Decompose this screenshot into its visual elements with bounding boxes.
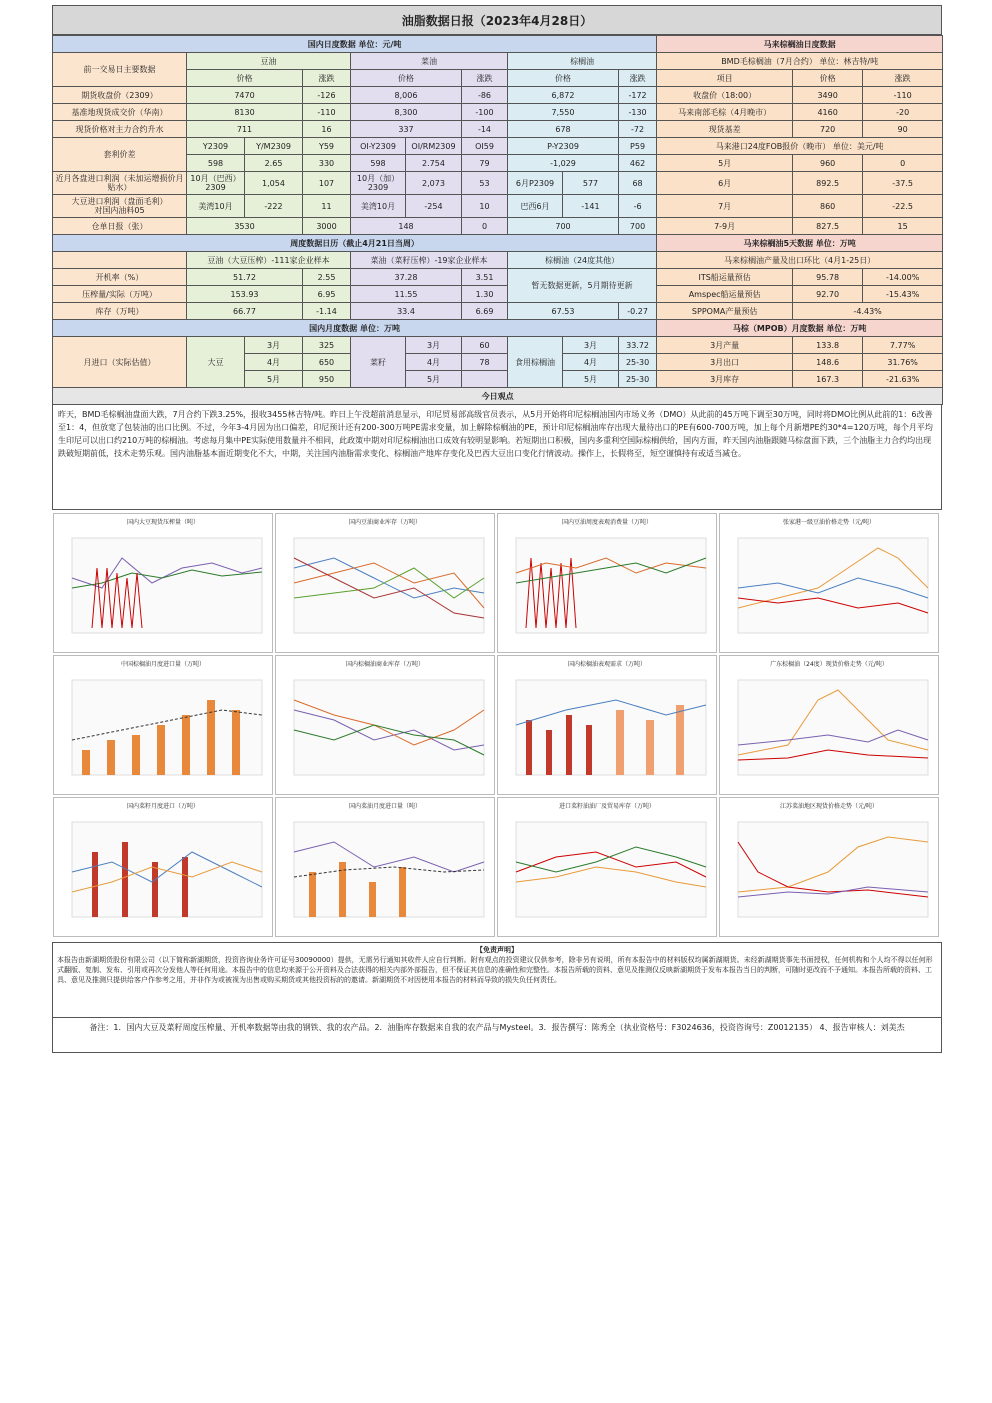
- chart-panel: [53, 655, 273, 795]
- cell: 678: [508, 121, 619, 138]
- cell: SPPOMA产量预估: [657, 303, 793, 320]
- cell: 5月: [245, 371, 303, 388]
- cell: -222: [245, 195, 303, 218]
- row-label: 期货收盘价（2309）: [53, 87, 187, 104]
- cell: 8130: [187, 104, 303, 121]
- chart-title: 张家港一级豆油价格走势（元/吨）: [782, 519, 876, 526]
- cell: 4160: [793, 104, 863, 121]
- chart-plot: [506, 670, 710, 790]
- cell: OI/RM2309: [406, 138, 462, 155]
- cell: -21.63%: [863, 371, 943, 388]
- cell: -126: [303, 87, 351, 104]
- cell: 7.77%: [863, 337, 943, 354]
- cell: 食用棕榈油: [508, 337, 563, 388]
- label-part: 大豆进口利润（盘面毛利）: [71, 197, 168, 206]
- chart-plot: [284, 670, 488, 790]
- chart-title: 中国棕榈油月度进口量（万吨）: [120, 661, 205, 668]
- cell: -110: [303, 104, 351, 121]
- cell: 2.65: [245, 155, 303, 172]
- cell: 3490: [793, 87, 863, 104]
- malay5-section: 马来棕榈油5天数据 单位：万吨: [657, 235, 943, 252]
- cell: 7-9月: [657, 218, 793, 235]
- blank-cell: [53, 252, 187, 269]
- cell: 148: [351, 218, 462, 235]
- weekly-soy-label: 豆油（大豆压榨）-111家企业样本: [187, 252, 351, 269]
- cell: 10: [462, 195, 508, 218]
- cell: 167.3: [793, 371, 863, 388]
- cell: 巴西6月: [508, 195, 563, 218]
- cell: -14.00%: [863, 269, 943, 286]
- cell: -254: [406, 195, 462, 218]
- chart-grid: [52, 512, 942, 938]
- cell: 8,300: [351, 104, 462, 121]
- col-change: 涨跌: [619, 70, 657, 87]
- cell: OI-Y2309: [351, 138, 406, 155]
- cell: 462: [619, 155, 657, 172]
- weekly-rape-label: 菜油（菜籽压榨）-19家企业样本: [351, 252, 508, 269]
- chart-panel: [53, 797, 273, 937]
- cell: 892.5: [793, 172, 863, 195]
- cell: -1.14: [303, 303, 351, 320]
- chart-plot: [728, 812, 932, 932]
- view-section: 今日观点: [53, 388, 943, 405]
- table-row: [53, 195, 943, 218]
- cell: 15: [863, 218, 943, 235]
- table-row: [53, 286, 943, 303]
- chart-plot: [284, 812, 488, 932]
- palm-note: 暂无数据更新，5月期待更新: [508, 269, 657, 303]
- chart-plot: [506, 528, 710, 648]
- cell: -130: [619, 104, 657, 121]
- cell: 827.5: [793, 218, 863, 235]
- chart-panel: [275, 513, 495, 653]
- cell: 大豆: [187, 337, 245, 388]
- row-label: 基准地现货成交价（华南）: [53, 104, 187, 121]
- table-row: [53, 172, 943, 195]
- cell: 5月: [406, 371, 462, 388]
- chart-title: 国内菜籽月度进口（万吨）: [126, 803, 199, 810]
- col-price: 价格: [187, 70, 303, 87]
- cell: 3月: [245, 337, 303, 354]
- cell: 7月: [657, 195, 793, 218]
- cell: 11.55: [351, 286, 462, 303]
- fob-label: 马来港口24度FOB报价（晚市） 单位：美元/吨: [657, 138, 943, 155]
- cell: -141: [563, 195, 619, 218]
- cell: 950: [303, 371, 351, 388]
- cell: 2.55: [303, 269, 351, 286]
- cell: 33.72: [619, 337, 657, 354]
- cell: 6月P2309: [508, 172, 563, 195]
- cell: 92.70: [793, 286, 863, 303]
- cell: -0.27: [619, 303, 657, 320]
- corner-label: 前一交易日主要数据: [53, 53, 187, 87]
- row-label: 仓单日报（张）: [53, 218, 187, 235]
- label-part: 对国内油料05: [94, 206, 145, 215]
- cell: 0: [863, 155, 943, 172]
- col-price: 价格: [508, 70, 619, 87]
- cell: -100: [462, 104, 508, 121]
- cell: 0: [462, 218, 508, 235]
- chart-panel: [497, 513, 717, 653]
- cell: 577: [563, 172, 619, 195]
- bmd-label: BMD毛棕榈油（7月合约） 单位：林吉特/吨: [657, 53, 943, 70]
- row-label: 近月各盘进口利润（未加运增损价月贴水）: [53, 172, 187, 195]
- cell: 107: [303, 172, 351, 195]
- malaysia-section: 马来棕榈油日度数据: [657, 36, 943, 53]
- chart-panel: [497, 655, 717, 795]
- row-label: 马来南部毛棕（4月晚市）: [657, 104, 793, 121]
- chart-title: 国内豆油周度表观消费量（万吨）: [561, 519, 652, 526]
- cell: 6.69: [462, 303, 508, 320]
- cell: 650: [303, 354, 351, 371]
- cell: 720: [793, 121, 863, 138]
- cell: 美湾10月: [187, 195, 245, 218]
- col-price: 价格: [351, 70, 462, 87]
- chart-panel: [53, 513, 273, 653]
- cell: 3月出口: [657, 354, 793, 371]
- cell: 16: [303, 121, 351, 138]
- row-label: 开机率（%）: [53, 269, 187, 286]
- col-change: 涨跌: [303, 70, 351, 87]
- cell: -22.5: [863, 195, 943, 218]
- chart-panel: [497, 797, 717, 937]
- cell: P-Y2309: [508, 138, 619, 155]
- cell: 860: [793, 195, 863, 218]
- cell: 60: [462, 337, 508, 354]
- cell: 95.78: [793, 269, 863, 286]
- cell: 68: [619, 172, 657, 195]
- cell: 7470: [187, 87, 303, 104]
- cell: 5月: [657, 155, 793, 172]
- cell: 53: [462, 172, 508, 195]
- chart-panel: [275, 797, 495, 937]
- cell: 51.72: [187, 269, 303, 286]
- cell: 3000: [303, 218, 351, 235]
- cell: -14: [462, 121, 508, 138]
- cell: 25-30: [619, 371, 657, 388]
- cell: Y2309: [187, 138, 245, 155]
- chart-plot: [506, 812, 710, 932]
- table-row: [53, 303, 943, 320]
- cell: 700: [619, 218, 657, 235]
- row-label: 套利价差: [53, 138, 187, 172]
- disclaimer: [52, 942, 942, 1018]
- cell: Y59: [303, 138, 351, 155]
- cell: -6: [619, 195, 657, 218]
- malay5-sub: 马来棕榈油产量及出口环比（4月1-25日）: [657, 252, 943, 269]
- col-price: 价格: [793, 70, 863, 87]
- cell: 133.8: [793, 337, 863, 354]
- cell: -37.5: [863, 172, 943, 195]
- cell: 4月: [406, 354, 462, 371]
- cell: 148.6: [793, 354, 863, 371]
- row-label: 收盘价（18:00）: [657, 87, 793, 104]
- cell: -172: [619, 87, 657, 104]
- table-row: [53, 121, 943, 138]
- footer-note: 备注：1．国内大豆及菜籽周度压榨量、开机率数据等由我的钢铁、我的农产品。2．油脂库存数据来自我的农产品与Mysteel。3．报告撰写：陈秀全（执业资格号：F3024636，投资咨询号：Z0012135） 4、报告审核人：刘美杰: [52, 1018, 942, 1053]
- cell: 10月（加）2309: [351, 172, 406, 195]
- cell: 3月: [563, 337, 619, 354]
- cell: ITS船运量预估: [657, 269, 793, 286]
- disclaimer-title: 【免责声明】: [476, 946, 518, 954]
- monthly-section: 国内月度数据 单位：万吨: [53, 320, 657, 337]
- cell: 菜籽: [351, 337, 406, 388]
- product-rape: 菜油: [351, 53, 508, 70]
- chart-title: 国内棕榈油表观需求（万吨）: [567, 661, 646, 668]
- domestic-section: 国内日度数据 单位：元/吨: [53, 36, 657, 53]
- cell: 325: [303, 337, 351, 354]
- row-label: 压榨量/实际（万吨）: [53, 286, 187, 303]
- cell: -110: [863, 87, 943, 104]
- cell: [462, 371, 508, 388]
- cell: 31.76%: [863, 354, 943, 371]
- weekly-palm-label: 棕榈油（24度其他）: [508, 252, 657, 269]
- table-row: [53, 155, 943, 172]
- chart-plot: [728, 670, 932, 790]
- cell: -1,029: [508, 155, 619, 172]
- cell: 37.28: [351, 269, 462, 286]
- cell: 337: [351, 121, 462, 138]
- cell: 美湾10月: [351, 195, 406, 218]
- cell: 67.53: [508, 303, 619, 320]
- chart-title: 江苏菜油地区现货价格走势（元/吨）: [779, 803, 879, 810]
- row-label: [53, 195, 187, 218]
- cell: 11: [303, 195, 351, 218]
- report-title: 油脂数据日报（2023年4月28日）: [53, 6, 942, 35]
- table-row: [53, 87, 943, 104]
- cell: 66.77: [187, 303, 303, 320]
- col-change: 涨跌: [462, 70, 508, 87]
- cell: 6月: [657, 172, 793, 195]
- cell: 700: [508, 218, 619, 235]
- product-soy: 豆油: [187, 53, 351, 70]
- cell: OI59: [462, 138, 508, 155]
- cell: 711: [187, 121, 303, 138]
- chart-title: 国内菜油月度进口量（吨）: [348, 803, 421, 810]
- cell: 5月: [563, 371, 619, 388]
- cell: -15.43%: [863, 286, 943, 303]
- cell: Amspec船运量预估: [657, 286, 793, 303]
- cell: 4月: [245, 354, 303, 371]
- chart-title: 进口菜籽油油厂及贸易库存（万吨）: [558, 803, 655, 810]
- chart-panel: [275, 655, 495, 795]
- table-row: [53, 269, 943, 286]
- cell: 10月（巴西）2309: [187, 172, 245, 195]
- cell: -20: [863, 104, 943, 121]
- cell: -72: [619, 121, 657, 138]
- row-label: 现货价格对主力合约升水: [53, 121, 187, 138]
- product-palm: 棕榈油: [508, 53, 657, 70]
- chart-plot: [62, 670, 266, 790]
- cell: P59: [619, 138, 657, 155]
- chart-plot: [62, 528, 266, 648]
- cell: 2.754: [406, 155, 462, 172]
- cell: 3.51: [462, 269, 508, 286]
- chart-title: 国内豆油商业库存（万吨）: [348, 519, 421, 526]
- cell: 8,006: [351, 87, 462, 104]
- row-label: 月进口（实际估值）: [53, 337, 187, 388]
- cell: 1.30: [462, 286, 508, 303]
- chart-plot: [62, 812, 266, 932]
- cell: 598: [351, 155, 406, 172]
- cell: 1,054: [245, 172, 303, 195]
- disclaimer-text: 本报告由新湖期货股份有限公司（以下简称新湖期货，投资咨询业务许可证号30090000）提供，无需另行通知其收件人应自行判断。附有观点的投资建议仅供参考，除非另有说明，所有本报告中的材料版权均属新湖期货。未经新湖期货事先书面授权，任何机构和个人均不得以任何形式翻版、复制、发布、引用或再次分发他人等任何用途。本报告中的信息均来源于公开资料及合法获得的相关内部外部报告，但不保证其信息的准确性和完整性。本报告所载的资料、意见及推测仅反映新湖期货于发布本报告当日的判断，可随时更改而不予通知。本报告所载的资料、工具、意见及推测只提供给客户作参考之用，并非作为或被视为出售或购买期货或其他投资标的的邀请。新湖期货不对因使用本报告的材料而导致的损失负任何责任。: [57, 956, 933, 984]
- cell: 153.93: [187, 286, 303, 303]
- mpob-section: 马棕（MPOB）月度数据 单位：万吨: [657, 320, 943, 337]
- table-row: [53, 104, 943, 121]
- report-sheet: [52, 5, 942, 1053]
- cell: -86: [462, 87, 508, 104]
- cell: Y/M2309: [245, 138, 303, 155]
- chart-panel: [719, 655, 939, 795]
- cell: 6.95: [303, 286, 351, 303]
- cell: 960: [793, 155, 863, 172]
- cell: 7,550: [508, 104, 619, 121]
- chart-title: 广东棕榈油（24度）现货价格走势（元/吨）: [770, 661, 888, 668]
- cell: 79: [462, 155, 508, 172]
- cell: -4.43%: [793, 303, 943, 320]
- table-row: [53, 337, 943, 354]
- cell: 598: [187, 155, 245, 172]
- cell: 33.4: [351, 303, 462, 320]
- table-row: [53, 218, 943, 235]
- daily-table: [52, 35, 943, 405]
- chart-plot: [284, 528, 488, 648]
- cell: 90: [863, 121, 943, 138]
- row-label: 现货基差: [657, 121, 793, 138]
- chart-panel: [719, 513, 939, 653]
- cell: 2,073: [406, 172, 462, 195]
- cell: 3月库存: [657, 371, 793, 388]
- cell: 3530: [187, 218, 303, 235]
- cell: 330: [303, 155, 351, 172]
- chart-plot: [728, 528, 932, 648]
- cell: 78: [462, 354, 508, 371]
- cell: 25-30: [619, 354, 657, 371]
- cell: 4月: [563, 354, 619, 371]
- col-change: 涨跌: [863, 70, 943, 87]
- market-view: 昨天，BMD毛棕榈油盘面大跌，7月合约下跌3.25%，报收3455林吉特/吨。昨日上午没超前消息显示，印尼贸易部高级官员表示，从5月开始将印尼棕榈油国内市场义务（DMO）从此前的45万吨下调至30万吨，同时将DMO比例从此前的1：6改善至1：4，但放宽了包装油的出口比例。不过，今年3-4月因为出口偏差，印尼预计还有200-300万吨PE需求变量，加上解除棕榈油的PE，预计印尼棕榈油库存出现大量待出口的PE有600-700万吨，加上每个月新增PE约30*4=120万吨，每个月平均生印尼可以出口约210万吨的棕榈油。考虑每月集中PE实际使用数量并不相同，此政策中期对印尼棕榈油出口成效有较明显影响。若短期出口积极，国内多重利空国际棕榈供给，国内方面，昨天国内油脂跟随马棕盘面下跌，三个油脂主力合约均出现跌破短期前低，技术走势乐观。国内油脂基本面近期变化不大，中期，关注国内油脂需求变化、棕榈油产地库存变化及巴西大豆出口变化行情波动。操作上，长假将至，短空谨慎持有或适当减仓。: [52, 405, 942, 510]
- row-label: 库存（万吨）: [53, 303, 187, 320]
- cell: 3月产量: [657, 337, 793, 354]
- table-row: [53, 138, 943, 155]
- weekly-section: 周度数据日历（截止4月21日当周）: [53, 235, 657, 252]
- cell: 6,872: [508, 87, 619, 104]
- chart-panel: [719, 797, 939, 937]
- chart-title: 国内棕榈油商业库存（万吨）: [345, 661, 424, 668]
- chart-title: 国内大豆现货压榨量（吨）: [126, 519, 199, 526]
- header-table: [52, 5, 942, 35]
- cell: 3月: [406, 337, 462, 354]
- col-item: 项目: [657, 70, 793, 87]
